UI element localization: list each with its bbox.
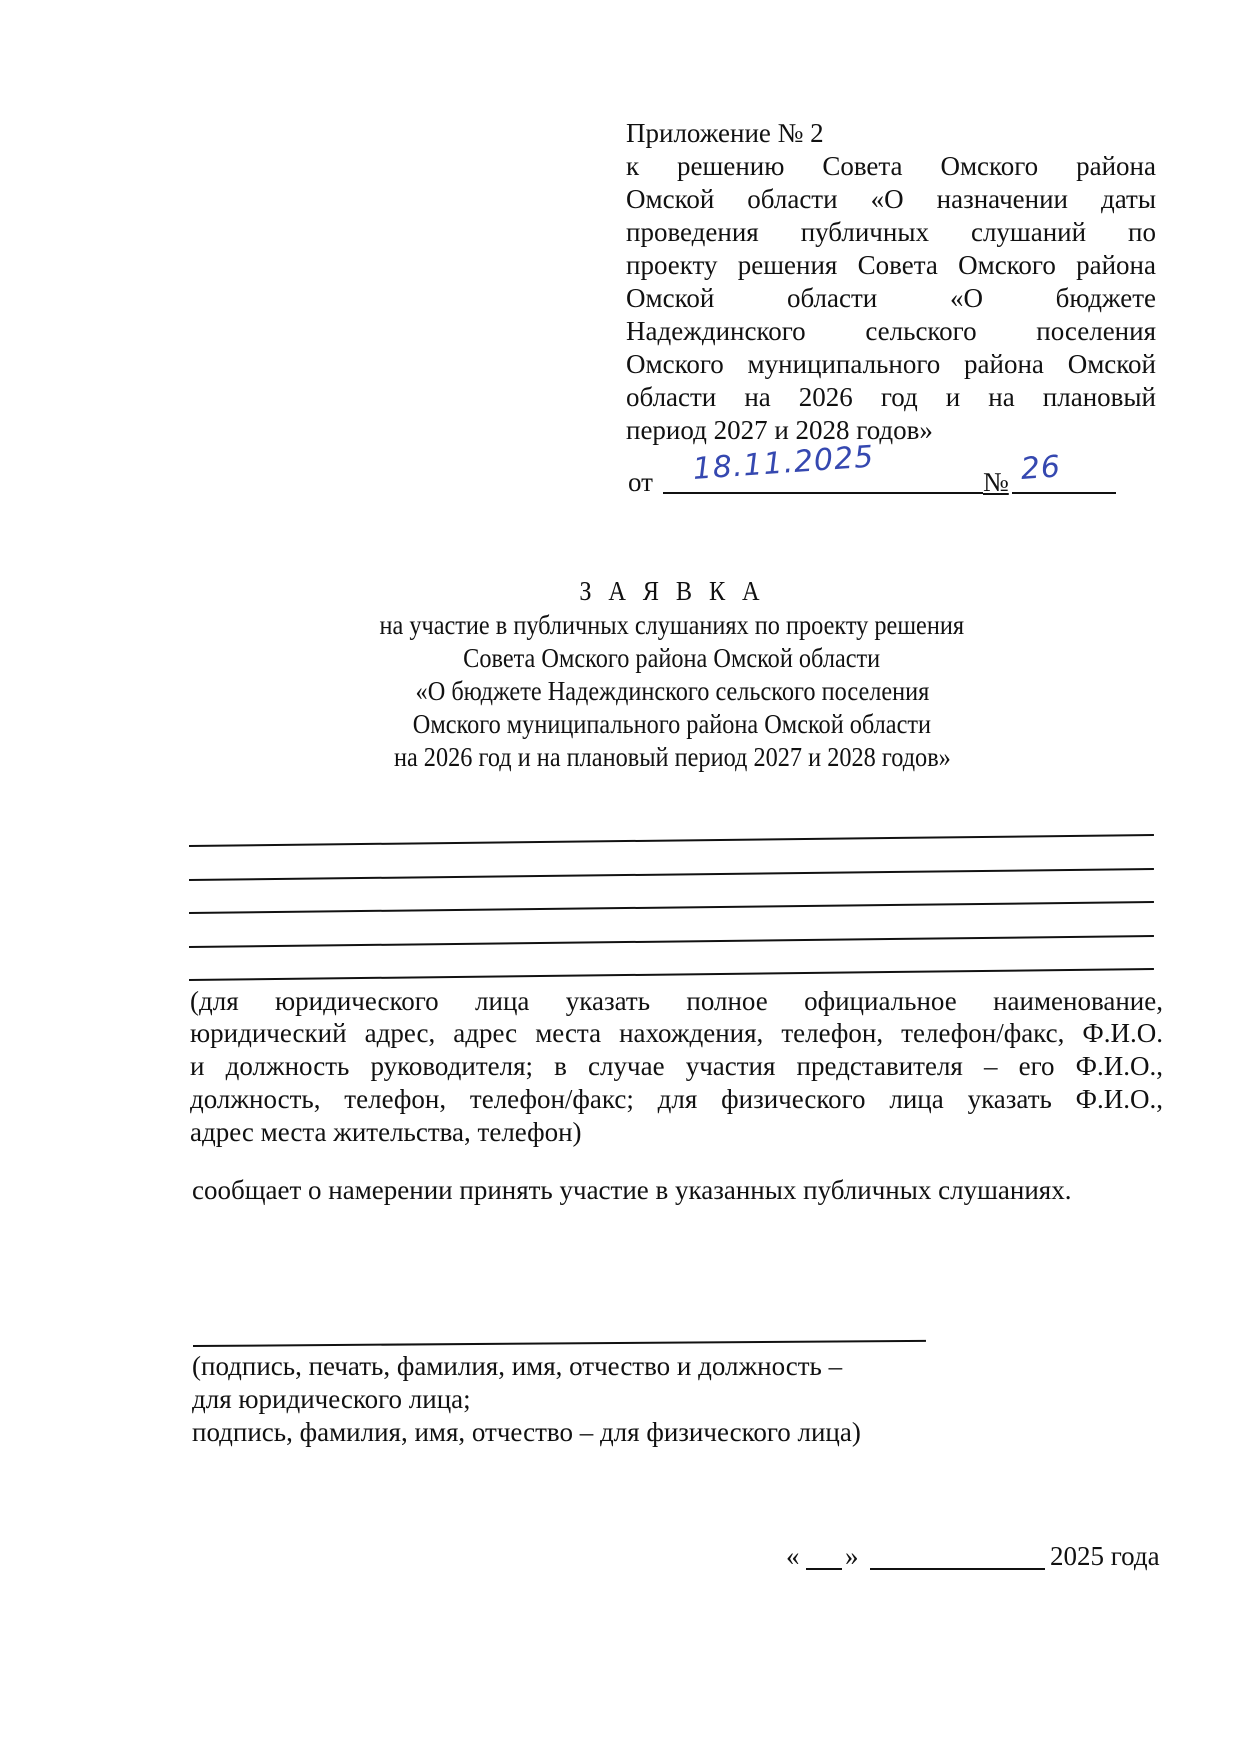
signature-caption-line: (подпись, печать, фамилия, имя, отчество и должность –	[192, 1351, 843, 1381]
date-open-quote: «	[786, 1541, 800, 1571]
appendix-line: проведения публичных слушаний по	[626, 217, 1156, 247]
blank-line[interactable]	[189, 935, 1154, 948]
appendix-title: Приложение № 2	[626, 118, 824, 148]
appendix-line: период 2027 и 2028 годов»	[626, 415, 933, 445]
signature-line[interactable]	[193, 1340, 926, 1347]
appendix-line: Надеждинского сельского поселения	[626, 316, 1156, 346]
blank-line[interactable]	[189, 834, 1154, 847]
number-underline	[1012, 492, 1116, 494]
instruction-line: юридический адрес, адрес места нахождения, телефон, телефон/факс, Ф.И.О.	[190, 1018, 1163, 1048]
date-prefix: от	[628, 467, 653, 497]
blank-line[interactable]	[189, 968, 1154, 981]
blank-line[interactable]	[189, 901, 1154, 914]
number-prefix: №	[983, 467, 1009, 497]
appendix-line: проекту решения Совета Омского района	[626, 250, 1156, 280]
instruction-line: (для юридического лица указать полное официальное наименование,	[190, 986, 1163, 1016]
application-subtitle-line: Омского муниципального района Омской области	[412, 709, 932, 739]
signature-caption-line: подпись, фамилия, имя, отчество – для физического лица)	[192, 1417, 861, 1447]
blank-line[interactable]	[189, 868, 1154, 881]
appendix-line: Омского муниципального района Омской	[626, 349, 1156, 379]
instruction-line: адрес места жительства, телефон)	[190, 1117, 582, 1147]
application-subtitle-line: на 2026 год и на плановый период 2027 и 2028 годов»	[393, 742, 951, 772]
appendix-line: Омской области «О назначении даты	[626, 184, 1156, 214]
instruction-line: и должность руководителя; в случае участия представителя – его Ф.И.О.,	[190, 1051, 1163, 1081]
signature-caption-line: для юридического лица;	[192, 1384, 471, 1414]
handwritten-number[interactable]: 26	[1019, 449, 1063, 487]
year-suffix: 2025 года	[1050, 1541, 1160, 1571]
application-subtitle-line: на участие в публичных слушаниях по проекту решения	[379, 610, 965, 640]
application-subtitle-line: «О бюджете Надеждинского сельского поселения	[415, 676, 929, 706]
month-blank[interactable]	[870, 1568, 1045, 1570]
handwritten-date[interactable]: 18.11.2025	[691, 439, 876, 487]
date-close-quote: »	[845, 1541, 859, 1571]
appendix-line: области на 2026 год и на плановый	[626, 382, 1156, 412]
appendix-line: Омской области «О бюджете	[626, 283, 1156, 313]
statement-text: сообщает о намерении принять участие в указанных публичных слушаниях.	[192, 1175, 1072, 1205]
appendix-line: к решению Совета Омского района	[626, 151, 1156, 181]
date-underline	[663, 492, 983, 494]
day-blank[interactable]	[806, 1568, 842, 1570]
application-title: З А Я В К А	[579, 576, 765, 606]
instruction-line: должность, телефон, телефон/факс; для физического лица указать Ф.И.О.,	[190, 1084, 1163, 1114]
application-subtitle-line: Совета Омского района Омской области	[463, 643, 881, 673]
